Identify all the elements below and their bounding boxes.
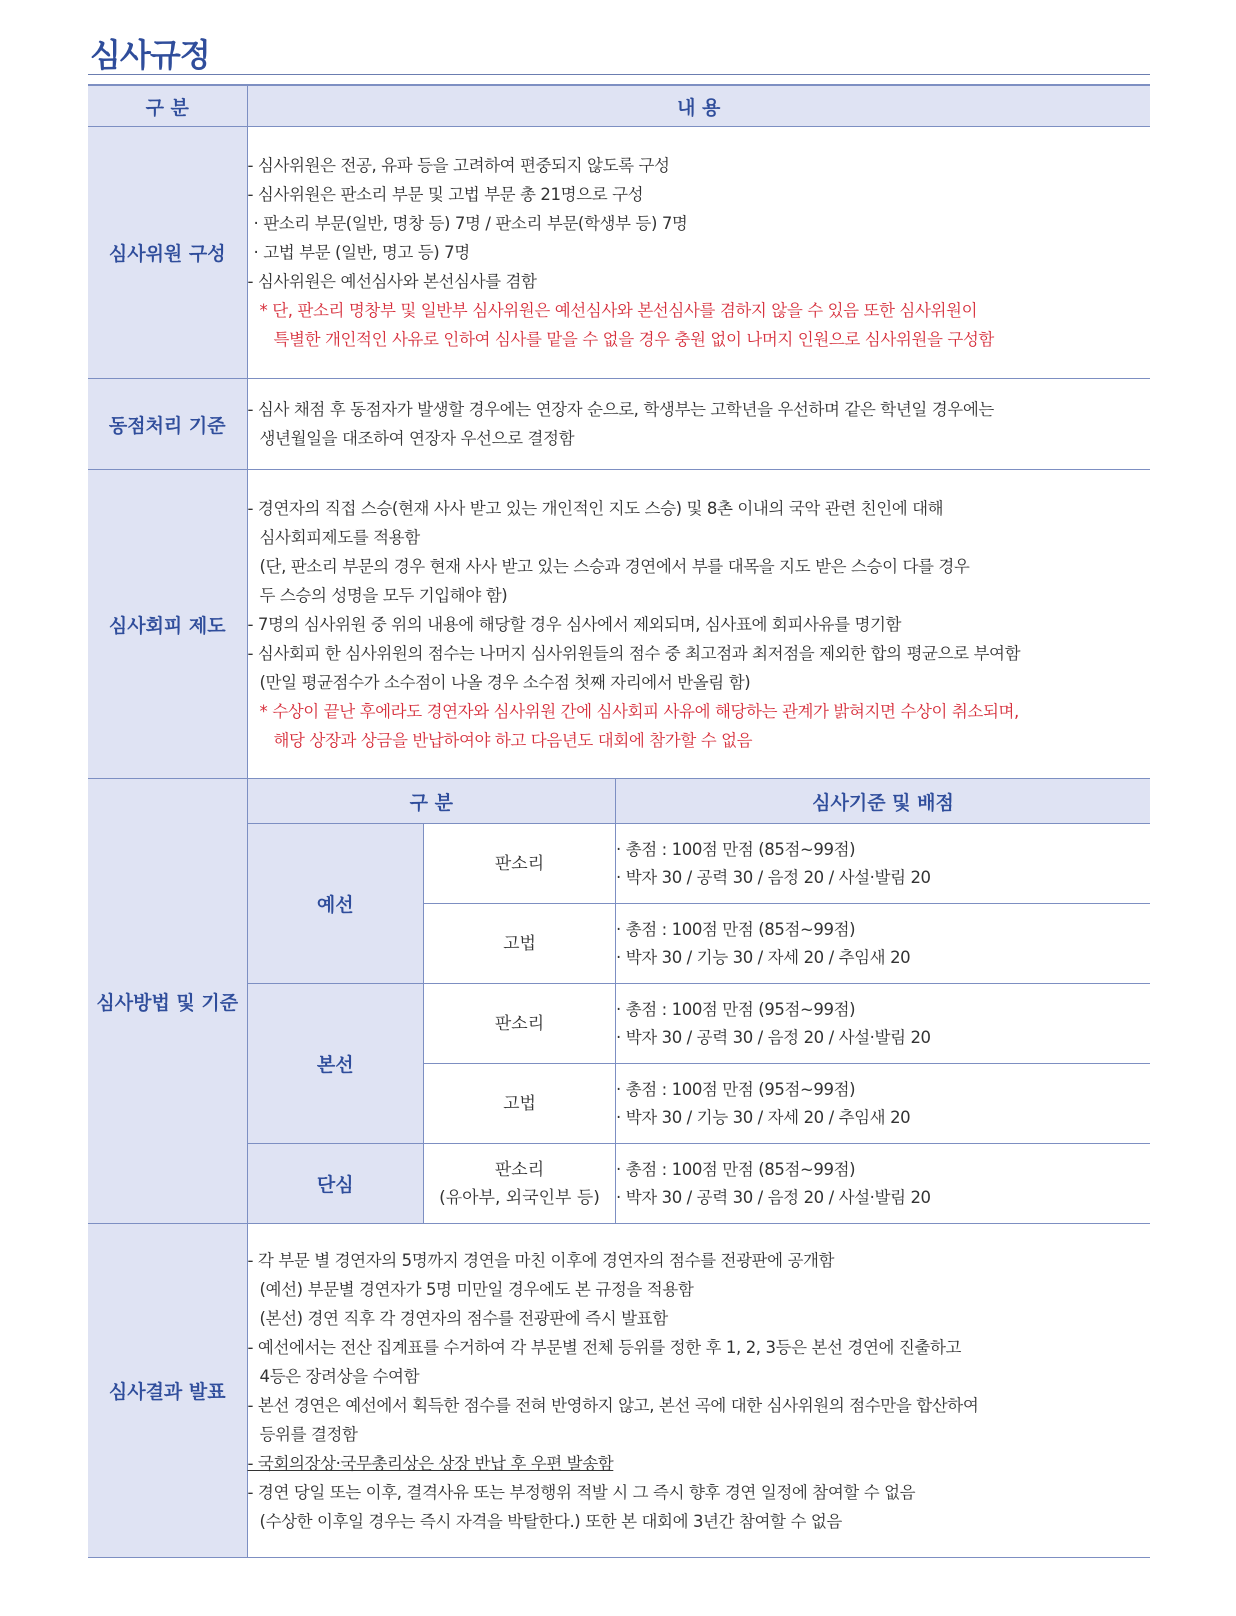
criteria-total: · 총점 : 100점 만점 (95점~99점) bbox=[616, 1079, 856, 1099]
recusal-line: 두 스승의 성명을 모두 기입해야 함) bbox=[259, 585, 508, 605]
criteria-breakdown: · 박자 30 / 기능 30 / 자세 20 / 추임새 20 bbox=[616, 947, 911, 967]
part-name: 판소리 bbox=[424, 824, 616, 904]
regulation-table bbox=[88, 84, 1150, 1558]
stage-single: 단심 bbox=[248, 1144, 424, 1224]
recusal-line: (만일 평균점수가 소수점이 나올 경우 소수점 첫째 자리에서 반올림 함) bbox=[259, 672, 751, 692]
criteria-detail bbox=[616, 824, 1150, 904]
stage-final: 본선 bbox=[248, 984, 424, 1144]
panel-line: - 심사위원은 전공, 유파 등을 고려하여 편중되지 않도록 구성 bbox=[247, 156, 670, 175]
results-line: 4등은 장려상을 수여함 bbox=[259, 1366, 420, 1386]
criteria-breakdown: · 박자 30 / 공력 30 / 음정 20 / 사설·발림 20 bbox=[616, 1187, 931, 1207]
row-tie bbox=[88, 379, 1150, 470]
results-line: (본선) 경연 직후 각 경연자의 점수를 전광판에 즉시 발표함 bbox=[259, 1308, 668, 1328]
criteria-detail bbox=[616, 1064, 1150, 1144]
criteria-detail bbox=[616, 904, 1150, 984]
page-title: 심사규정 bbox=[90, 36, 210, 74]
results-line: - 본선 경연은 예선에서 획득한 점수를 전혀 반영하지 않고, 본선 곡에 대한 심사위원의 점수만을 합산하여 bbox=[247, 1395, 979, 1415]
criteria-header bbox=[248, 779, 1151, 824]
part-name: 판소리 bbox=[424, 984, 616, 1064]
panel-line: - 심사위원은 판소리 부문 및 고법 부문 총 21명으로 구성 bbox=[247, 185, 644, 204]
results-line: - 경연 당일 또는 이후, 결격사유 또는 부정행위 적발 시 그 즉시 향후 경연 일정에 참여할 수 없음 bbox=[247, 1482, 916, 1502]
stage-prelim: 예선 bbox=[248, 824, 424, 984]
method-label: 심사방법 및 기준 bbox=[88, 779, 247, 1224]
criteria-row bbox=[248, 1144, 1151, 1224]
criteria-row bbox=[248, 824, 1151, 904]
results-line: - 각 부문 별 경연자의 5명까지 경연을 마친 이후에 경연자의 점수를 전광판에 공개함 bbox=[247, 1250, 835, 1270]
row-method bbox=[88, 779, 1150, 1224]
criteria-table bbox=[248, 779, 1151, 1223]
recusal-label: 심사회피 제도 bbox=[88, 470, 247, 779]
recusal-line: - 심사회피 한 심사위원의 점수는 나머지 심사위원들의 점수 중 최고점과 최저점을 제외한 합의 평균으로 부여함 bbox=[247, 643, 1021, 663]
recusal-note: 해당 상장과 상금을 반납하여야 하고 다음년도 대회에 참가할 수 없음 bbox=[273, 730, 753, 750]
recusal-line: - 7명의 심사위원 중 위의 내용에 해당할 경우 심사에서 제외되며, 심사표에 회피사유를 명기함 bbox=[247, 614, 902, 634]
criteria-breakdown: · 박자 30 / 공력 30 / 음정 20 / 사설·발림 20 bbox=[616, 1027, 931, 1047]
results-line: (수상한 이후일 경우는 즉시 자격을 박탈한다.) 또한 본 대회에 3년간 참여할 수 없음 bbox=[259, 1511, 842, 1531]
panel-line: · 판소리 부문(일반, 명창 등) 7명 / 판소리 부문(학생부 등) 7명 bbox=[253, 214, 688, 233]
results-line: - 예선에서는 전산 집계표를 수거하여 각 부문별 전체 등위를 정한 후 1, 2, 3등은 본선 경연에 진출하고 bbox=[247, 1337, 962, 1357]
criteria-header-score: 심사기준 및 배점 bbox=[616, 779, 1150, 824]
results-line: 등위를 결정함 bbox=[259, 1424, 358, 1444]
recusal-note: * 수상이 끝난 후에라도 경연자와 심사위원 간에 심사회피 사유에 해당하는 관계가 밝혀지면 수상이 취소되며, bbox=[259, 701, 1019, 721]
results-line: (예선) 부문별 경연자가 5명 미만일 경우에도 본 규정을 적용함 bbox=[259, 1279, 694, 1299]
panel-note: 특별한 개인적인 사유로 인하여 심사를 맡을 수 없을 경우 충원 없이 나머지 인원으로 심사위원을 구성함 bbox=[273, 330, 994, 349]
results-line: - 국회의장상·국무총리상은 상장 반납 후 우편 발송함 bbox=[247, 1453, 614, 1473]
part-name: 고법 bbox=[424, 904, 616, 984]
results-label: 심사결과 발표 bbox=[88, 1224, 247, 1558]
panel-line: · 고법 부문 (일반, 명고 등) 7명 bbox=[253, 243, 470, 262]
criteria-total: · 총점 : 100점 만점 (85점~99점) bbox=[616, 1159, 856, 1179]
recusal-content bbox=[247, 470, 1150, 779]
panel-line: - 심사위원은 예선심사와 본선심사를 겸함 bbox=[247, 272, 537, 291]
panel-note: * 단, 판소리 명창부 및 일반부 심사위원은 예선심사와 본선심사를 겸하지 않을 수 있음 또한 심사위원이 bbox=[259, 301, 978, 320]
criteria-header-category: 구 분 bbox=[248, 779, 616, 824]
panel-content bbox=[247, 127, 1150, 379]
criteria-detail bbox=[616, 984, 1150, 1064]
recusal-line: 심사회피제도를 적용함 bbox=[259, 527, 420, 547]
criteria-breakdown: · 박자 30 / 기능 30 / 자세 20 / 추임새 20 bbox=[616, 1107, 911, 1127]
method-content bbox=[247, 779, 1150, 1224]
criteria-total: · 총점 : 100점 만점 (95점~99점) bbox=[616, 999, 856, 1019]
tie-label: 동점처리 기준 bbox=[88, 379, 247, 470]
tie-content bbox=[247, 379, 1150, 470]
part-name: 고법 bbox=[424, 1064, 616, 1144]
part-name-sub: (유아부, 외국인부 등) bbox=[439, 1187, 600, 1208]
recusal-line: (단, 판소리 부문의 경우 현재 사사 받고 있는 스승과 경연에서 부를 대목을 지도 받은 스승이 다를 경우 bbox=[259, 556, 970, 576]
part-name-main: 판소리 bbox=[494, 1159, 545, 1180]
criteria-total: · 총점 : 100점 만점 (85점~99점) bbox=[616, 839, 856, 859]
table-header bbox=[88, 85, 1150, 127]
tie-line: 생년월일을 대조하여 연장자 우선으로 결정함 bbox=[259, 429, 575, 448]
tie-line: - 심사 채점 후 동점자가 발생할 경우에는 연장자 순으로, 학생부는 고학년을 우선하며 같은 학년일 경우에는 bbox=[247, 400, 994, 419]
recusal-line: - 경연자의 직접 스승(현재 사사 받고 있는 개인적인 지도 스승) 및 8촌 이내의 국악 관련 친인에 대해 bbox=[247, 498, 944, 518]
row-panel bbox=[88, 127, 1150, 379]
panel-label: 심사위원 구성 bbox=[88, 127, 247, 379]
criteria-total: · 총점 : 100점 만점 (85점~99점) bbox=[616, 919, 856, 939]
title-divider bbox=[88, 74, 1150, 75]
row-results bbox=[88, 1224, 1150, 1558]
header-category: 구 분 bbox=[88, 85, 247, 127]
criteria-detail bbox=[616, 1144, 1150, 1224]
criteria-row bbox=[248, 984, 1151, 1064]
header-content: 내 용 bbox=[247, 85, 1150, 127]
part-name bbox=[424, 1144, 616, 1224]
criteria-breakdown: · 박자 30 / 공력 30 / 음정 20 / 사설·발림 20 bbox=[616, 867, 931, 887]
results-content bbox=[247, 1224, 1150, 1558]
row-recusal bbox=[88, 470, 1150, 779]
